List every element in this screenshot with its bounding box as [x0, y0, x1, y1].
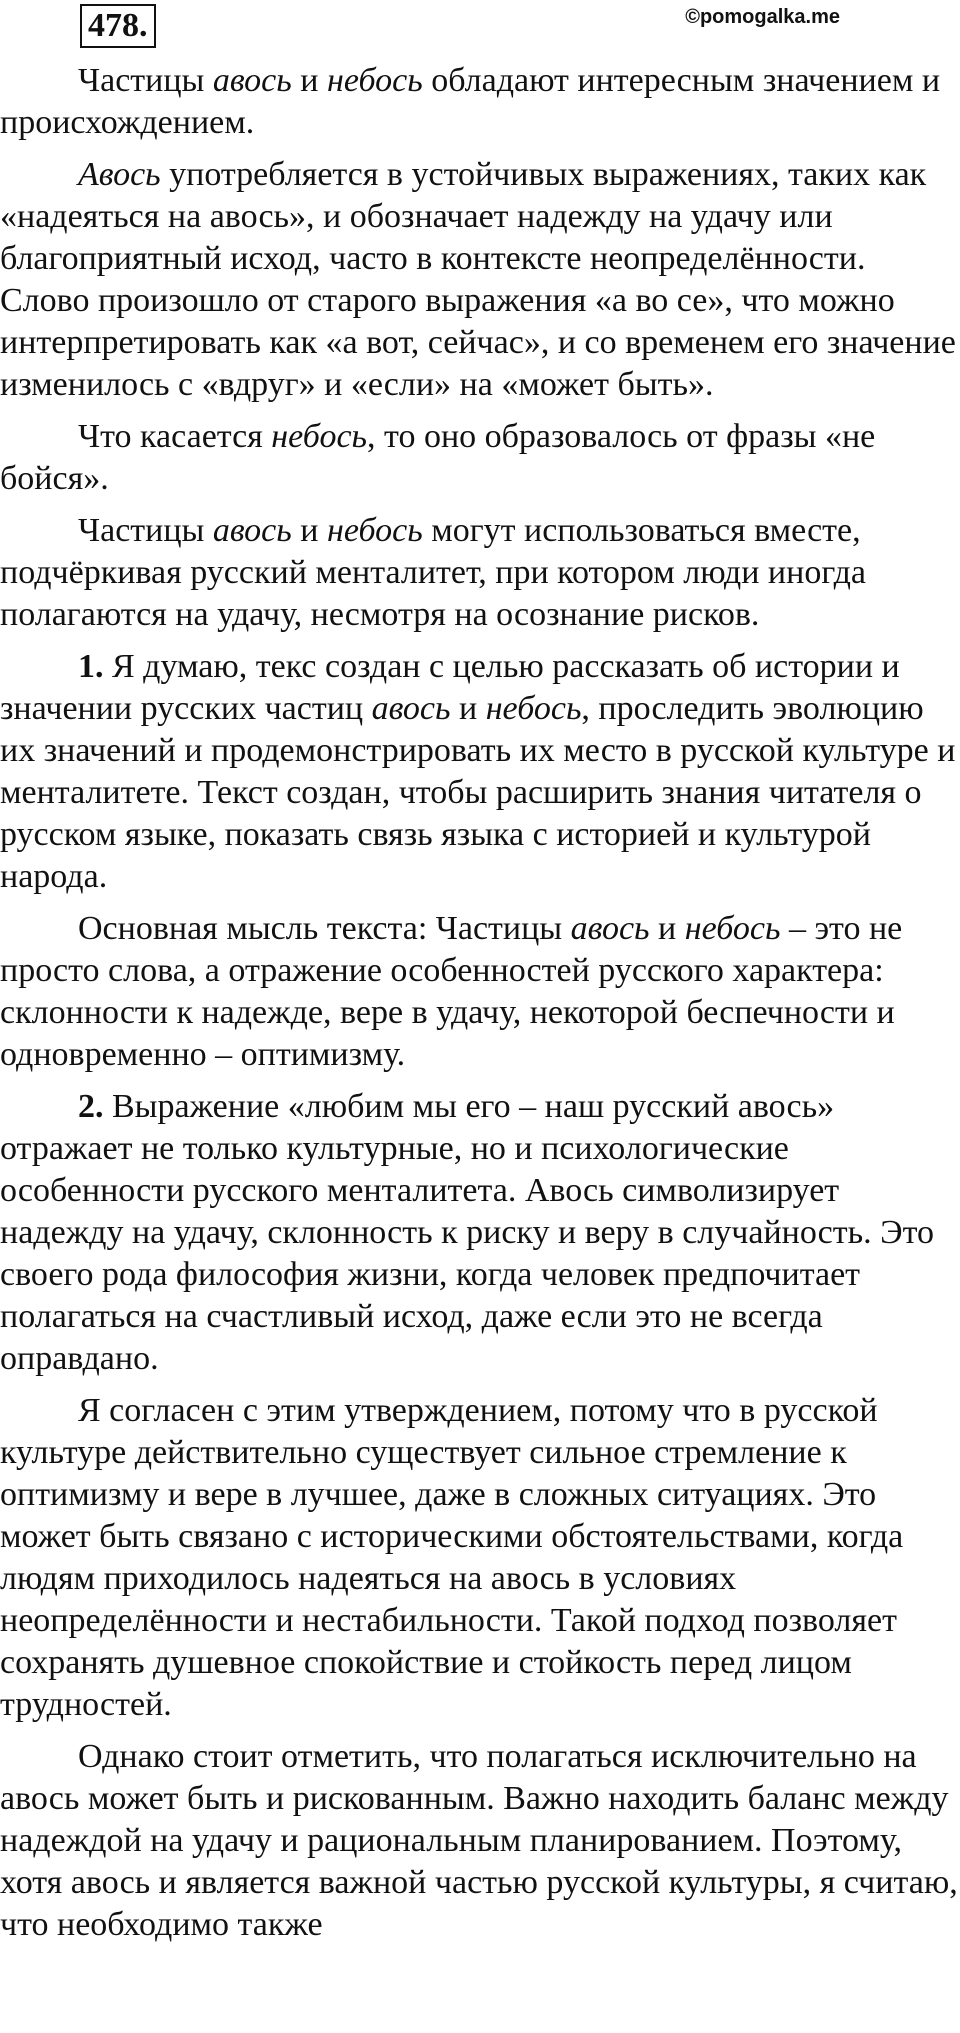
paragraph-text: и — [649, 910, 685, 947]
italic-term: небось — [271, 418, 368, 455]
paragraph — [0, 1736, 958, 1946]
paragraph-text: обладают интересным значением и происхождением. — [0, 62, 941, 141]
italic-term: Авось — [78, 156, 161, 193]
paragraph-number: 2. — [78, 1088, 104, 1125]
paragraph-text: , проследить эволюцию их значений и продемонстрировать их место в русской культуре и менталитете. Текст создан, чтобы расширить знания читателя о русском языке, показать связь языка с историей и культурой народа. — [0, 690, 956, 895]
paragraph-text: – это не просто слова, а отражение особенностей русского характера: склонности к надежде, вере в удачу, некоторой беспечности и одновременно – оптимизму. — [0, 910, 903, 1073]
paragraph-text: Я согласен с этим утверждением, потому что в русской культуре действительно существует сильное стремление к оптимизму и вере в лучшее, даже в сложных ситуациях. Это может быть связано с историческими обстоятельствами, когда людям приходилось надеяться на авось в условиях неопределённости и нестабильности. Такой подход позволяет сохранять душевное спокойствие и стойкость перед лицом трудностей. — [0, 1392, 904, 1723]
italic-term: небось — [326, 62, 423, 99]
paragraph — [0, 416, 958, 500]
paragraph-text: и — [450, 690, 486, 727]
page-header — [0, 0, 960, 62]
paragraph-text: Я думаю, текс создан с целью рассказать об истории и значении русских частиц — [0, 648, 900, 727]
paragraph-number: 1. — [78, 648, 104, 685]
paragraph-text: и — [291, 62, 327, 99]
paragraph — [0, 1390, 958, 1726]
paragraph-text: Частицы — [78, 62, 213, 99]
paragraph-text: могут использоваться вместе, подчёркивая русский менталитет, при котором люди иногда полагаются на удачу, несмотря на осознание рисков. — [0, 512, 866, 633]
watermark: ©pomogalka.me — [685, 6, 840, 28]
paragraph-text: Что касается — [78, 418, 272, 455]
italic-term: небось — [684, 910, 781, 947]
document-body — [0, 60, 958, 1946]
paragraph-text: Однако стоит отметить, что полагаться исключительно на авось может быть и рискованным. Важно находить баланс между надеждой на удачу и рациональным планированием. Поэтому, хотя авось и является важной частью русской культуры, я считаю, что необходимо также — [0, 1738, 958, 1943]
paragraph-text: употребляется в устойчивых выражениях, таких как «надеяться на авось», и обозначает надежду на удачу или благоприятный исход, часто в контексте неопределённости. Слово произошло от старого выражения «а во се», что можно интерпретировать как «а вот, сейчас», и со временем его значение изменилось с «вдруг» и «если» на «может быть». — [0, 156, 956, 403]
paragraph — [0, 60, 958, 144]
paragraph-text: Основная мысль текста: Частицы — [78, 910, 571, 947]
italic-term: авось — [212, 62, 292, 99]
paragraph-text: Выражение «любим мы его – наш русский авось» отражает не только культурные, но и психологические особенности русского менталитета. Авось символизирует надежду на удачу, склонность к риску и веру в случайность. Это своего рода философия жизни, когда человек предпочитает полагаться на счастливый исход, даже если это не всегда оправдано. — [0, 1088, 934, 1377]
paragraph-text: , то оно образовалось от фразы «не бойся». — [0, 418, 876, 497]
italic-term: авось — [212, 512, 292, 549]
italic-term: авось — [371, 690, 451, 727]
paragraph — [0, 154, 958, 406]
italic-term: небось — [326, 512, 423, 549]
paragraph — [0, 510, 958, 636]
paragraph-text: и — [291, 512, 327, 549]
italic-term: авось — [570, 910, 650, 947]
italic-term: небось — [485, 690, 582, 727]
paragraph — [0, 908, 958, 1076]
paragraph — [0, 646, 958, 898]
task-number-box: 478. — [80, 4, 156, 48]
paragraph — [0, 1086, 958, 1380]
paragraph-text: Частицы — [78, 512, 213, 549]
